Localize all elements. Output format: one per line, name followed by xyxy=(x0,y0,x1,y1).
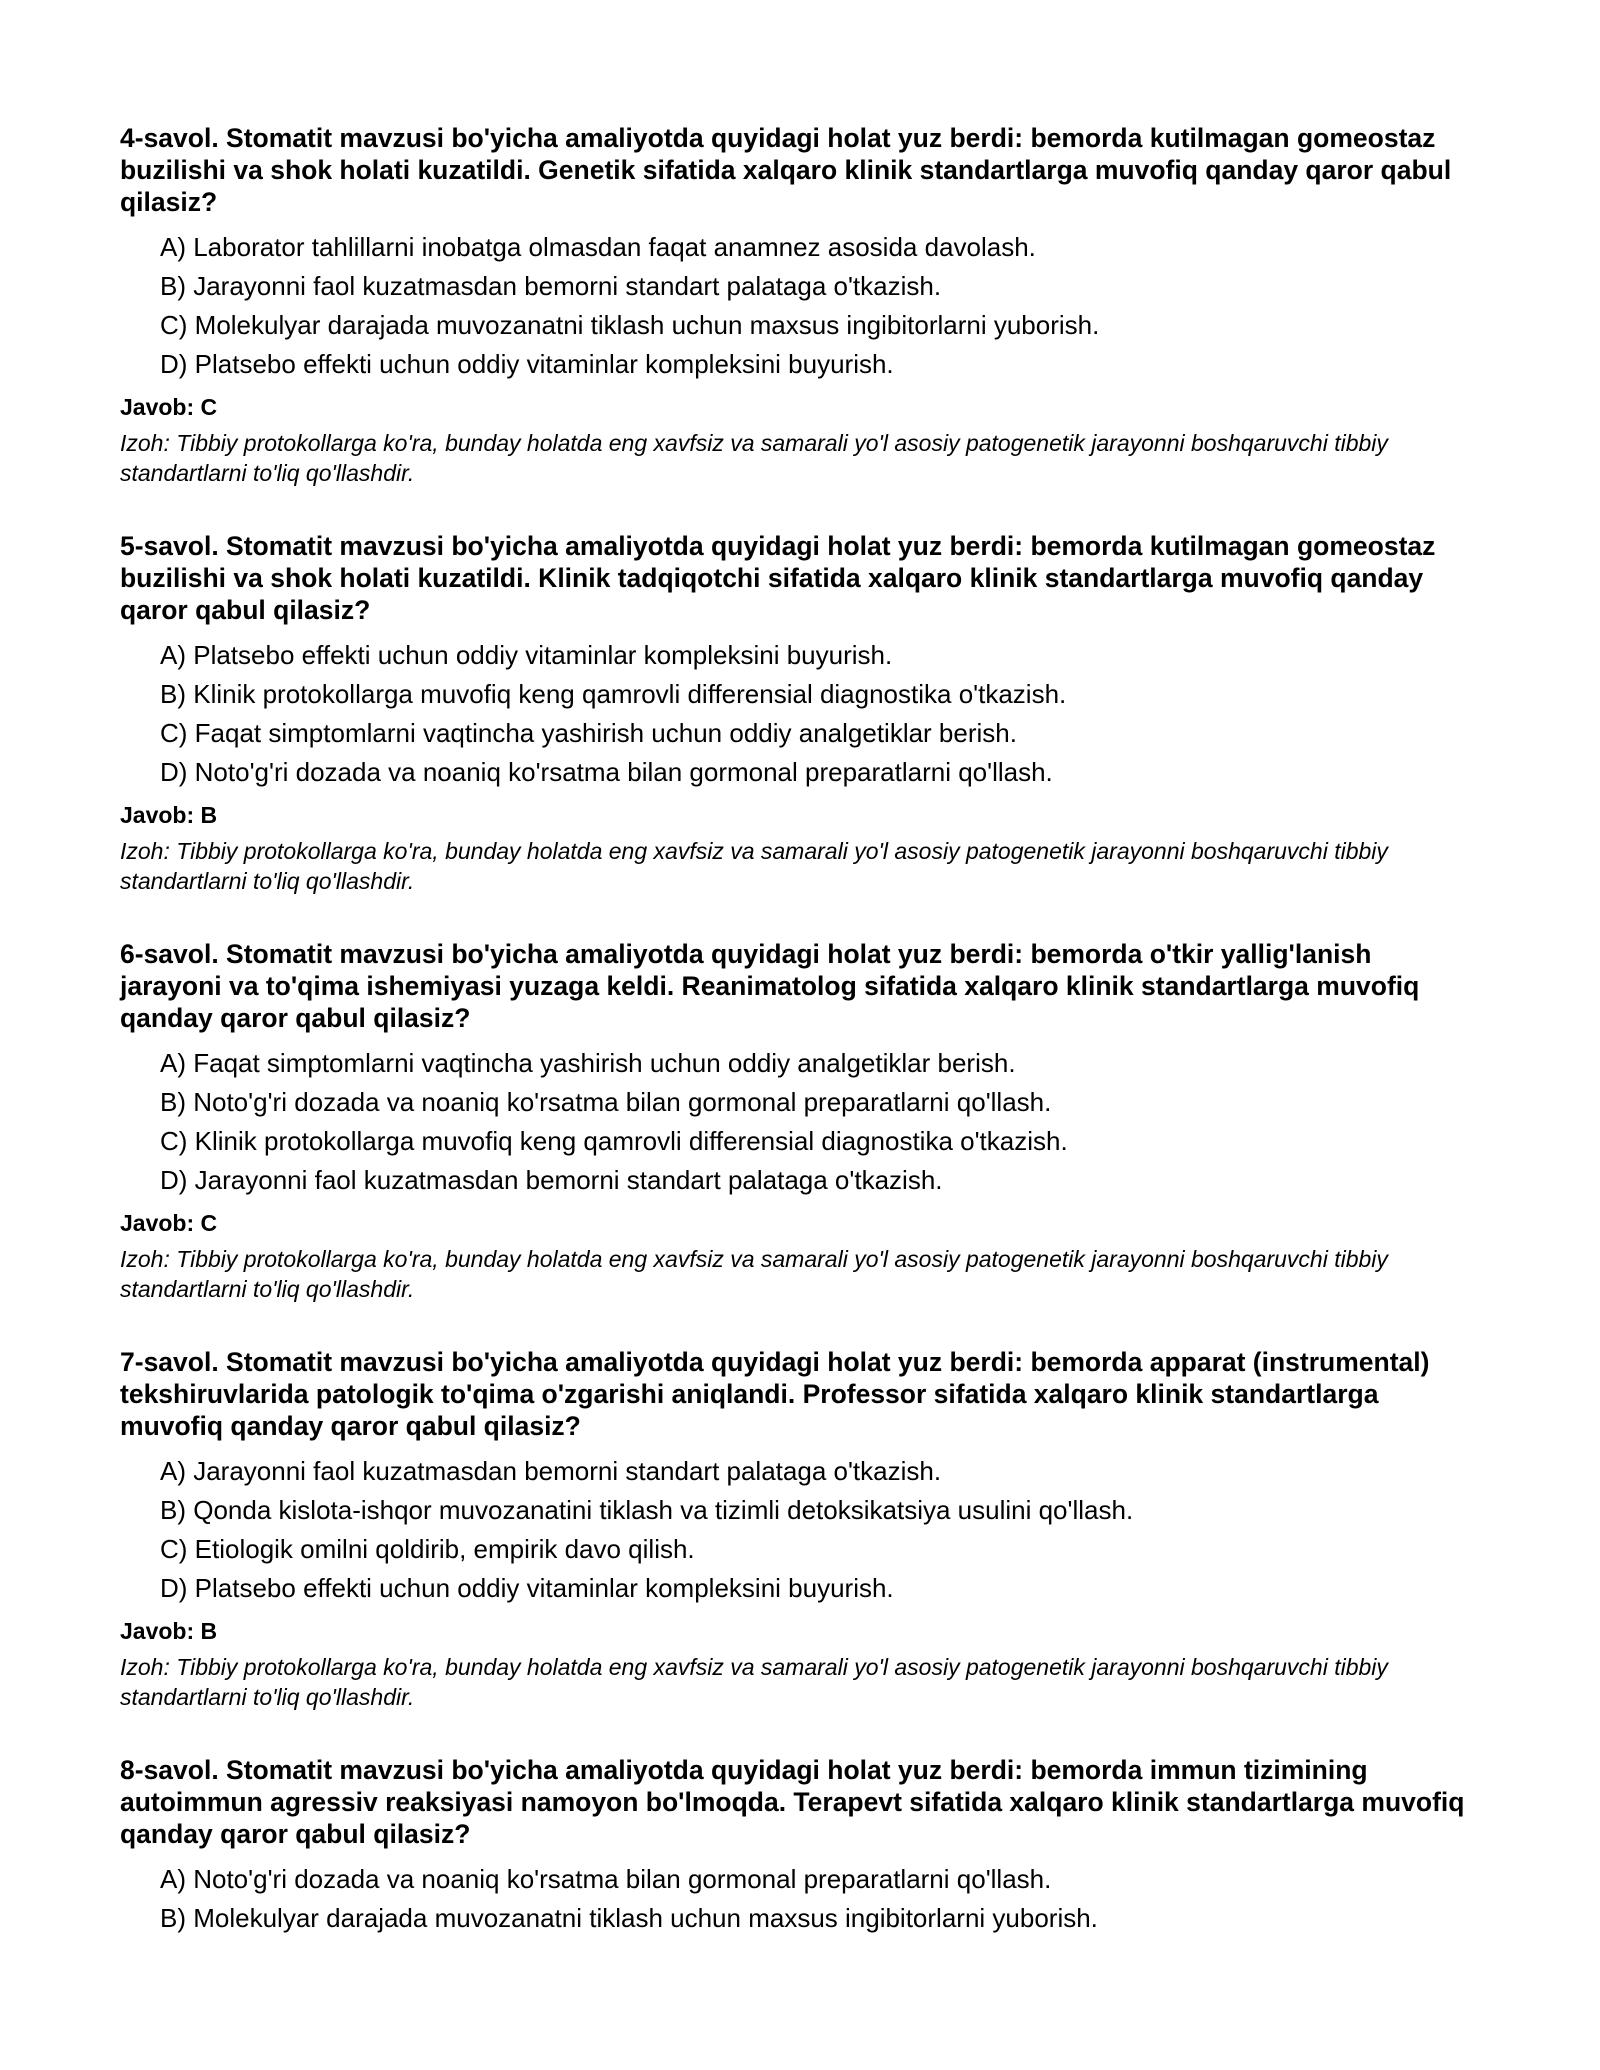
option-b: B) Qonda kislota-ishqor muvozanatini tiklash va tizimli detoksikatsiya usulini qo'llash. xyxy=(160,1495,1134,1525)
option-b: B) Klinik protokollarga muvofiq keng qamrovli differensial diagnostika o'tkazish. xyxy=(160,679,1067,709)
options-list xyxy=(120,1044,1480,1200)
question-title: 7-savol. Stomatit mavzusi bo'yicha amaliyotda quyidagi holat yuz berdi: bemorda apparat (instrumental) tekshiruvlarida patologik to'qima o'zgarishi aniqlandi. Professor sifatida xalqaro klinik standartlarga muvofiq qanday qaror qabul qilasiz? xyxy=(120,1347,1430,1441)
option-a: A) Laborator tahlillarni inobatga olmasdan faqat anamnez asosida davolash. xyxy=(160,232,1036,262)
question-title: 5-savol. Stomatit mavzusi bo'yicha amaliyotda quyidagi holat yuz berdi: bemorda kutilmagan gomeostaz buzilishi va shok holati kuzatildi. Klinik tadqiqotchi sifatida xalqaro klinik standartlarga muvofiq qanday qaror qabul qilasiz? xyxy=(120,531,1436,625)
option-d: D) Platsebo effekti uchun oddiy vitaminlar kompleksini buyurish. xyxy=(160,1573,894,1603)
question-8 xyxy=(120,1754,1480,1938)
question-6 xyxy=(120,938,1480,1304)
explanation-note: Izoh: Tibbiy protokollarga ko'ra, bunday holatda eng xavfsiz va samarali yo'l asosiy patogenetik jarayonni boshqaruvchi tibbiy standartlarni to'liq qo'llashdir. xyxy=(120,1246,1388,1302)
answer-label: Javob: C xyxy=(120,1210,218,1236)
question-title: 6-savol. Stomatit mavzusi bo'yicha amaliyotda quyidagi holat yuz berdi: bemorda o'tkir yallig'lanish jarayoni va to'qima ishemiyasi yuzaga keldi. Reanimatolog sifatida xalqaro klinik standartlarga muvofiq qanday qaror qabul qilasiz? xyxy=(120,939,1420,1033)
question-5 xyxy=(120,530,1480,896)
answer-label: Javob: B xyxy=(120,1618,218,1644)
option-a: A) Jarayonni faol kuzatmasdan bemorni standart palataga o'tkazish. xyxy=(160,1456,942,1486)
options-list xyxy=(120,636,1480,792)
option-d: D) Platsebo effekti uchun oddiy vitaminlar kompleksini buyurish. xyxy=(160,349,894,379)
question-4 xyxy=(120,122,1480,488)
question-7 xyxy=(120,1346,1480,1712)
explanation-note: Izoh: Tibbiy protokollarga ko'ra, bunday holatda eng xavfsiz va samarali yo'l asosiy patogenetik jarayonni boshqaruvchi tibbiy standartlarni to'liq qo'llashdir. xyxy=(120,838,1388,894)
option-b: B) Jarayonni faol kuzatmasdan bemorni standart palataga o'tkazish. xyxy=(160,271,942,301)
answer-label: Javob: B xyxy=(120,802,218,828)
option-a: A) Faqat simptomlarni vaqtincha yashirish uchun oddiy analgetiklar berish. xyxy=(160,1048,1016,1078)
option-b: B) Molekulyar darajada muvozanatni tiklash uchun maxsus ingibitorlarni yuborish. xyxy=(160,1903,1098,1933)
options-list xyxy=(120,1860,1480,1938)
options-list xyxy=(120,228,1480,384)
option-c: C) Etiologik omilni qoldirib, empirik davo qilish. xyxy=(160,1534,695,1564)
option-d: D) Noto'g'ri dozada va noaniq ko'rsatma bilan gormonal preparatlarni qo'llash. xyxy=(160,757,1053,787)
explanation-note: Izoh: Tibbiy protokollarga ko'ra, bunday holatda eng xavfsiz va samarali yo'l asosiy patogenetik jarayonni boshqaruvchi tibbiy standartlarni to'liq qo'llashdir. xyxy=(120,430,1388,486)
option-b: B) Noto'g'ri dozada va noaniq ko'rsatma bilan gormonal preparatlarni qo'llash. xyxy=(160,1087,1052,1117)
options-list xyxy=(120,1452,1480,1608)
answer-label: Javob: C xyxy=(120,394,218,420)
option-d: D) Jarayonni faol kuzatmasdan bemorni standart palataga o'tkazish. xyxy=(160,1165,943,1195)
option-c: C) Klinik protokollarga muvofiq keng qamrovli differensial diagnostika o'tkazish. xyxy=(160,1126,1068,1156)
option-c: C) Molekulyar darajada muvozanatni tiklash uchun maxsus ingibitorlarni yuborish. xyxy=(160,310,1100,340)
option-c: C) Faqat simptomlarni vaqtincha yashirish uchun oddiy analgetiklar berish. xyxy=(160,718,1017,748)
option-a: A) Platsebo effekti uchun oddiy vitaminlar kompleksini buyurish. xyxy=(160,640,893,670)
explanation-note: Izoh: Tibbiy protokollarga ko'ra, bunday holatda eng xavfsiz va samarali yo'l asosiy patogenetik jarayonni boshqaruvchi tibbiy standartlarni to'liq qo'llashdir. xyxy=(120,1654,1388,1710)
question-title: 8-savol. Stomatit mavzusi bo'yicha amaliyotda quyidagi holat yuz berdi: bemorda immun tizimining autoimmun agressiv reaksiyasi namoyon bo'lmoqda. Terapevt sifatida xalqaro klinik standartlarga muvofiq qanday qaror qabul qilasiz? xyxy=(120,1755,1465,1849)
option-a: A) Noto'g'ri dozada va noaniq ko'rsatma bilan gormonal preparatlarni qo'llash. xyxy=(160,1864,1052,1894)
question-title: 4-savol. Stomatit mavzusi bo'yicha amaliyotda quyidagi holat yuz berdi: bemorda kutilmagan gomeostaz buzilishi va shok holati kuzatildi. Genetik sifatida xalqaro klinik standartlarga muvofiq qanday qaror qabul qilasiz? xyxy=(120,123,1452,217)
